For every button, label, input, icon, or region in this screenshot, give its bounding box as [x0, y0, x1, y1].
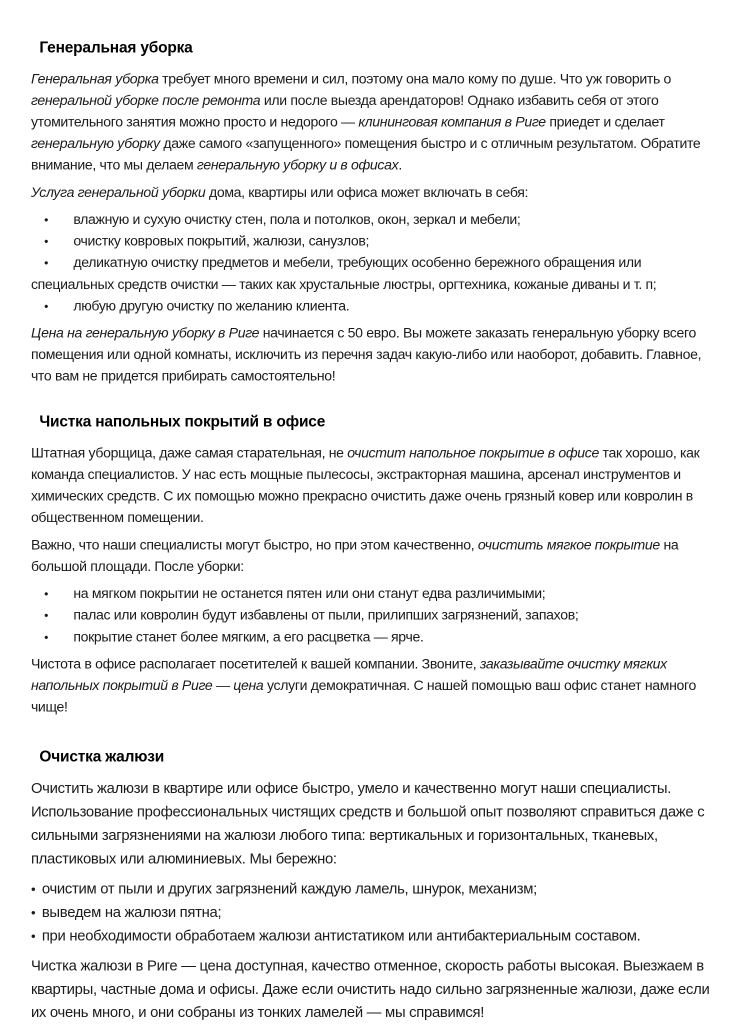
italic-text-run: генеральную уборку и в офисах: [196, 157, 399, 174]
paragraph: [31, 68, 718, 176]
bullet-marker-icon: •: [44, 586, 49, 601]
bullet-marker-icon: •: [30, 881, 36, 897]
text-run: начинается с 50 евро. Вы можете заказать генеральную уборку всего помещения или одной комнаты, исключить из перечня задач какую-либо или наоборот, добавить. Главное, что вам не придется прибирать самостоятельно!: [30, 325, 702, 385]
italic-text-run: генеральной уборке после ремонта: [30, 92, 261, 109]
italic-text-run: Цена на генеральную уборку в Риге: [30, 325, 260, 342]
list-item: [31, 901, 718, 924]
text-run: услуги демократичная. С нашей помощью ваш офис станет намного чище!: [30, 677, 697, 716]
text-run: деликатную очистку предметов и мебели, требующих особенно бережного обращения или специальных средств очистки — таких как хрустальные люстры, оргтехника, кожаные диваны и т. п;: [30, 255, 657, 293]
text-run: приедет и сделает: [545, 114, 665, 131]
text-run: очистку ковровых покрытий, жалюзи, санузлов;: [73, 233, 370, 250]
bullet-marker-icon: •: [30, 928, 36, 944]
section-office-floor-cleaning: [31, 412, 718, 719]
paragraph: [31, 653, 718, 718]
bullet-marker-icon: •: [44, 299, 49, 314]
section-heading: Очистка жалюзи: [39, 748, 165, 765]
section-heading: Чистка напольных покрытий в офисе: [39, 413, 326, 431]
text-run: Штатная уборщица, даже самая старательная, не: [30, 445, 348, 462]
list-item: [31, 626, 718, 648]
text-run: требует много времени и сил, поэтому она мало кому по душе. Что уж говорить о: [158, 71, 672, 88]
paragraph: [31, 182, 718, 204]
text-run: даже самого «запущенного» помещения быстро и с отличным результатом. Обратите внимание, что мы делаем: [30, 135, 701, 174]
text-run: .: [398, 157, 402, 174]
bullet-marker-icon: •: [44, 630, 49, 645]
text-run: влажную и сухую очистку стен, пола и потолков, окон, зеркал и мебели;: [73, 211, 521, 228]
text-run: дома, квартиры или офиса может включать в себя:: [205, 184, 529, 201]
document-body: [31, 38, 718, 1025]
paragraph: [31, 534, 718, 577]
section-heading: Генеральная уборка: [39, 39, 193, 57]
section-general-cleaning: [31, 38, 718, 388]
text-run: покрытие станет более мягким, а его расцветка — ярче.: [73, 629, 424, 645]
bullet-list: [31, 209, 718, 317]
list-item: [31, 209, 718, 231]
bullet-list: [31, 878, 718, 948]
italic-text-run: заказывайте очистку мягких напольных покрытий в Риге — цена: [30, 656, 667, 694]
text-run: Очистить жалюзи в квартире или офисе быстро, умело и качественно могут наши специалисты. Использование профессиональных чистящих средств и большой опыт позволяют справиться даже с сильными загрязнениями на жалюзи любого типа: вертикальных и горизонтальных, тканевых, пластиковых или алюминиевых. Мы бережно:: [30, 780, 705, 868]
list-item: [31, 295, 718, 317]
list-item: [31, 231, 718, 253]
section-blinds-cleaning: [31, 746, 718, 1024]
text-run: Чистота в офисе располагает посетителей к вашей компании. Звоните,: [30, 656, 480, 673]
bullet-marker-icon: •: [44, 608, 49, 623]
list-item: [31, 878, 718, 901]
list-item: [31, 583, 718, 605]
list-item: [31, 252, 718, 295]
bullet-marker-icon: •: [30, 904, 36, 920]
italic-text-run: клининговая компания в Риге: [358, 114, 546, 131]
list-item: [31, 924, 718, 947]
text-run: на большой площади. После уборки:: [30, 537, 679, 575]
italic-text-run: очистить мягкое покрытие: [477, 537, 660, 554]
bullet-marker-icon: •: [44, 212, 49, 227]
paragraph: [31, 777, 718, 871]
text-run: на мягком покрытии не останется пятен или они станут едва различимыми;: [73, 585, 546, 602]
paragraph: [31, 323, 718, 388]
text-run: Чистка жалюзи в Риге — цена доступная, качество отменное, скорость работы высокая. Выезжаем в квартиры, частные дома и офисы. Даже если очистить надо сильно загрязненные жалюзи, даже если их очень много, и они собраны из тонких ламелей — мы справимся!: [30, 958, 710, 1021]
text-run: палас или ковролин будут избавлены от пыли, прилипших загрязнений, запахов;: [73, 607, 579, 624]
bullet-marker-icon: •: [44, 255, 49, 270]
paragraph: [31, 954, 718, 1024]
italic-text-run: генеральную уборку: [30, 135, 160, 152]
list-item: [31, 605, 718, 627]
italic-text-run: Услуга генеральной уборки: [30, 184, 206, 201]
text-run: очистим от пыли и других загрязнений каждую ламель, шнурок, механизм;: [41, 881, 538, 898]
text-run: Важно, что наши специалисты могут быстро, но при этом качественно,: [30, 537, 478, 554]
text-run: любую другую очистку по желанию клиента.: [73, 298, 350, 315]
bullet-marker-icon: •: [44, 234, 49, 249]
text-run: при необходимости обработаем жалюзи антистатиком или антибактериальным составом.: [41, 928, 641, 945]
italic-text-run: очистит напольное покрытие в офисе: [347, 445, 599, 462]
text-run: выведем на жалюзи пятна;: [41, 904, 222, 921]
paragraph: [31, 443, 718, 529]
italic-text-run: Генеральная уборка: [30, 71, 159, 88]
text-run: так хорошо, как команда специалистов. У нас есть мощные пылесосы, экстракторная машина, арсенал инструментов и химических средств. С их помощью можно прекрасно очистить даже очень грязный ковер или ковролин в общественном помещении.: [30, 445, 700, 526]
bullet-list: [31, 583, 718, 648]
text-run: или после выезда арендаторов! Однако избавить себя от этого утомительного занятия можно просто и недорого —: [30, 92, 659, 131]
